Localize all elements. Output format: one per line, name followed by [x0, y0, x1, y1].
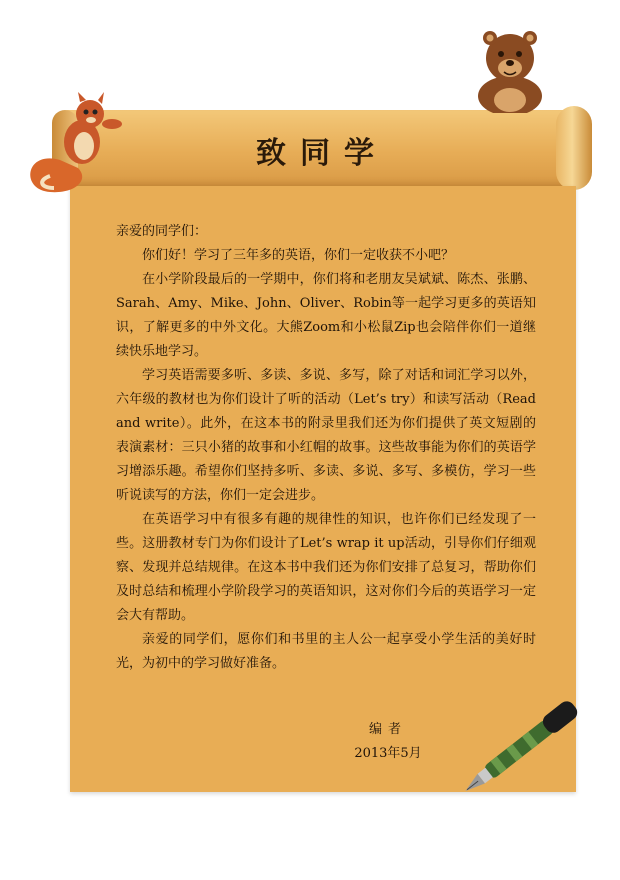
squirrel-illustration [20, 80, 130, 200]
signature-author: 编者 [368, 722, 407, 737]
letter-paragraph-4: 在英语学习中有很多有趣的规律性的知识，也许你们已经发现了一些。这册教材专门为你们设计了Let’s wrap it up活动，引导你们仔细观察、发现并总结规律。在这本书中我们还为你们安排了总复习，帮助你们及时总结和梳理小学阶段学习的英语知识，这对你们今后的英语学习一定会大有帮助。 [116, 512, 536, 623]
letter-paragraph-1: 你们好！学习了三年多的英语，你们一定收获不小吧？ [142, 248, 455, 263]
letter-paragraph-2: 在小学阶段最后的一学期中，你们将和老朋友吴斌斌、陈杰、张鹏、Sarah、Amy、Mike、John、Oliver、Robin等一起学习更多的英语知识，了解更多的中外文化。大熊Zoom和小松鼠Zip也会陪伴你们一道继续快乐地学习。 [116, 272, 536, 359]
letter-greeting: 亲爱的同学们： [116, 224, 208, 239]
letter-body [116, 220, 536, 676]
bear-illustration [460, 18, 560, 113]
page-title: 致同学 [256, 136, 388, 171]
signature-date: 2013年5月 [354, 746, 422, 761]
letter-paragraph-5: 亲爱的同学们，愿你们和书里的主人公一起享受小学生活的美好时光，为初中的学习做好准备。 [116, 632, 536, 671]
fountain-pen-illustration [448, 686, 598, 806]
letter-paragraph-3: 学习英语需要多听、多读、多说、多写，除了对话和词汇学习以外，六年级的教材也为你们设计了听的活动（Let’s try）和读写活动（Read and write）。此外，在这本书的附录里我们还为你们提供了英文短剧的表演素材：三只小猪的故事和小红帽的故事。这些故事能为你们的英语学习增添乐趣。希望你们坚持多听、多读、多说、多写、多模仿，学习一些听说读写的方法，你们一定会进步。 [116, 368, 536, 503]
